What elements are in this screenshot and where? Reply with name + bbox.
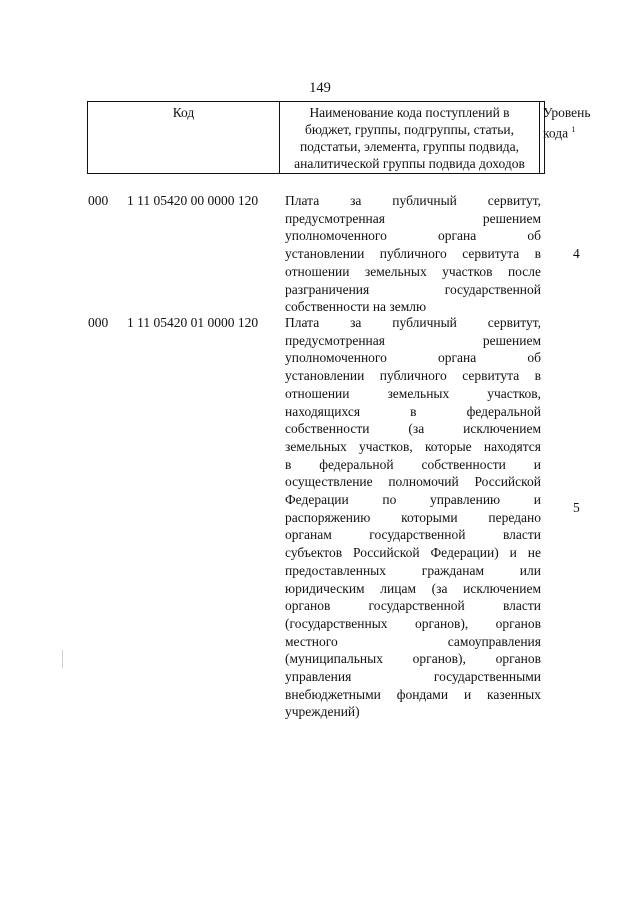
admin-code: 000 bbox=[88, 193, 109, 208]
description-line: уполномоченного органа об bbox=[285, 350, 541, 366]
income-code: 1 11 05420 01 0000 120 bbox=[127, 315, 259, 330]
income-description bbox=[285, 192, 541, 316]
description-line: предоставленных гражданам или bbox=[285, 562, 541, 578]
header-code bbox=[88, 102, 280, 174]
header-level-word: кода bbox=[543, 125, 569, 141]
income-code: 1 11 05420 00 0000 120 bbox=[127, 193, 259, 208]
header-name-line: аналитической группы подвида доходов bbox=[294, 156, 525, 171]
description-line: распоряжению которыми передано bbox=[285, 509, 541, 525]
description-line: Плата за публичный сервитут, bbox=[285, 193, 541, 208]
description-line: установлении публичного сервитута в bbox=[285, 246, 541, 262]
description-line: управления государственными bbox=[285, 669, 541, 685]
description-line: установлении публичного сервитута в bbox=[285, 368, 541, 384]
description-line: Плата за публичный сервитут, bbox=[285, 315, 541, 330]
description-line: Федерации по управлению и bbox=[285, 492, 541, 508]
description-line: внебюджетными фондами и казенных bbox=[285, 686, 541, 702]
description-line: юридическим лицам (за исключением bbox=[285, 580, 541, 596]
description-line: (государственных органов), органов bbox=[285, 615, 541, 631]
header-name bbox=[280, 102, 540, 174]
scan-margin-mark bbox=[62, 650, 63, 668]
code-level: 4 bbox=[573, 246, 580, 261]
description-line: местного самоуправления bbox=[285, 633, 541, 649]
description-line: (муниципальных органов), органов bbox=[285, 651, 541, 667]
admin-code: 000 bbox=[88, 315, 109, 330]
description-line: находящихся в федеральной bbox=[285, 403, 541, 419]
description-line: субъектов Российской Федерации) и не bbox=[285, 545, 541, 561]
header-level: Уровень кода $^1$ bbox=[540, 102, 545, 174]
code-level: 5 bbox=[573, 500, 580, 515]
description-line: уполномоченного органа об bbox=[285, 228, 541, 244]
description-line: собственности на землю bbox=[285, 299, 427, 315]
income-description bbox=[285, 314, 541, 721]
description-line: земельных участков, которые находятся bbox=[285, 438, 541, 454]
description-line: отношении земельных участков, bbox=[285, 385, 541, 401]
footnote-marker: 1 bbox=[571, 125, 576, 134]
header-code-label: Код bbox=[172, 105, 195, 120]
description-line: предусмотренная решением bbox=[285, 332, 541, 348]
header-name-line: бюджет, группы, подгруппы, статьи, bbox=[305, 122, 514, 137]
description-line: органам государственной власти bbox=[285, 527, 541, 543]
description-line: разграничения государственной bbox=[285, 281, 541, 297]
header-name-line: Наименование кода поступлений в bbox=[309, 105, 510, 120]
description-line: отношении земельных участков после bbox=[285, 263, 541, 279]
description-line: учреждений) bbox=[285, 704, 360, 720]
description-line: собственности (за исключением bbox=[285, 421, 541, 437]
header-name-line: подстатьи, элемента, группы подвида, bbox=[299, 139, 520, 154]
description-line: в федеральной собственности и bbox=[285, 456, 541, 472]
description-line: предусмотренная решением bbox=[285, 210, 541, 226]
description-line: органов государственной власти bbox=[285, 598, 541, 614]
description-line: осуществление полномочий Российской bbox=[285, 474, 541, 490]
page-number: 149 bbox=[309, 80, 331, 96]
table-header bbox=[87, 101, 591, 174]
